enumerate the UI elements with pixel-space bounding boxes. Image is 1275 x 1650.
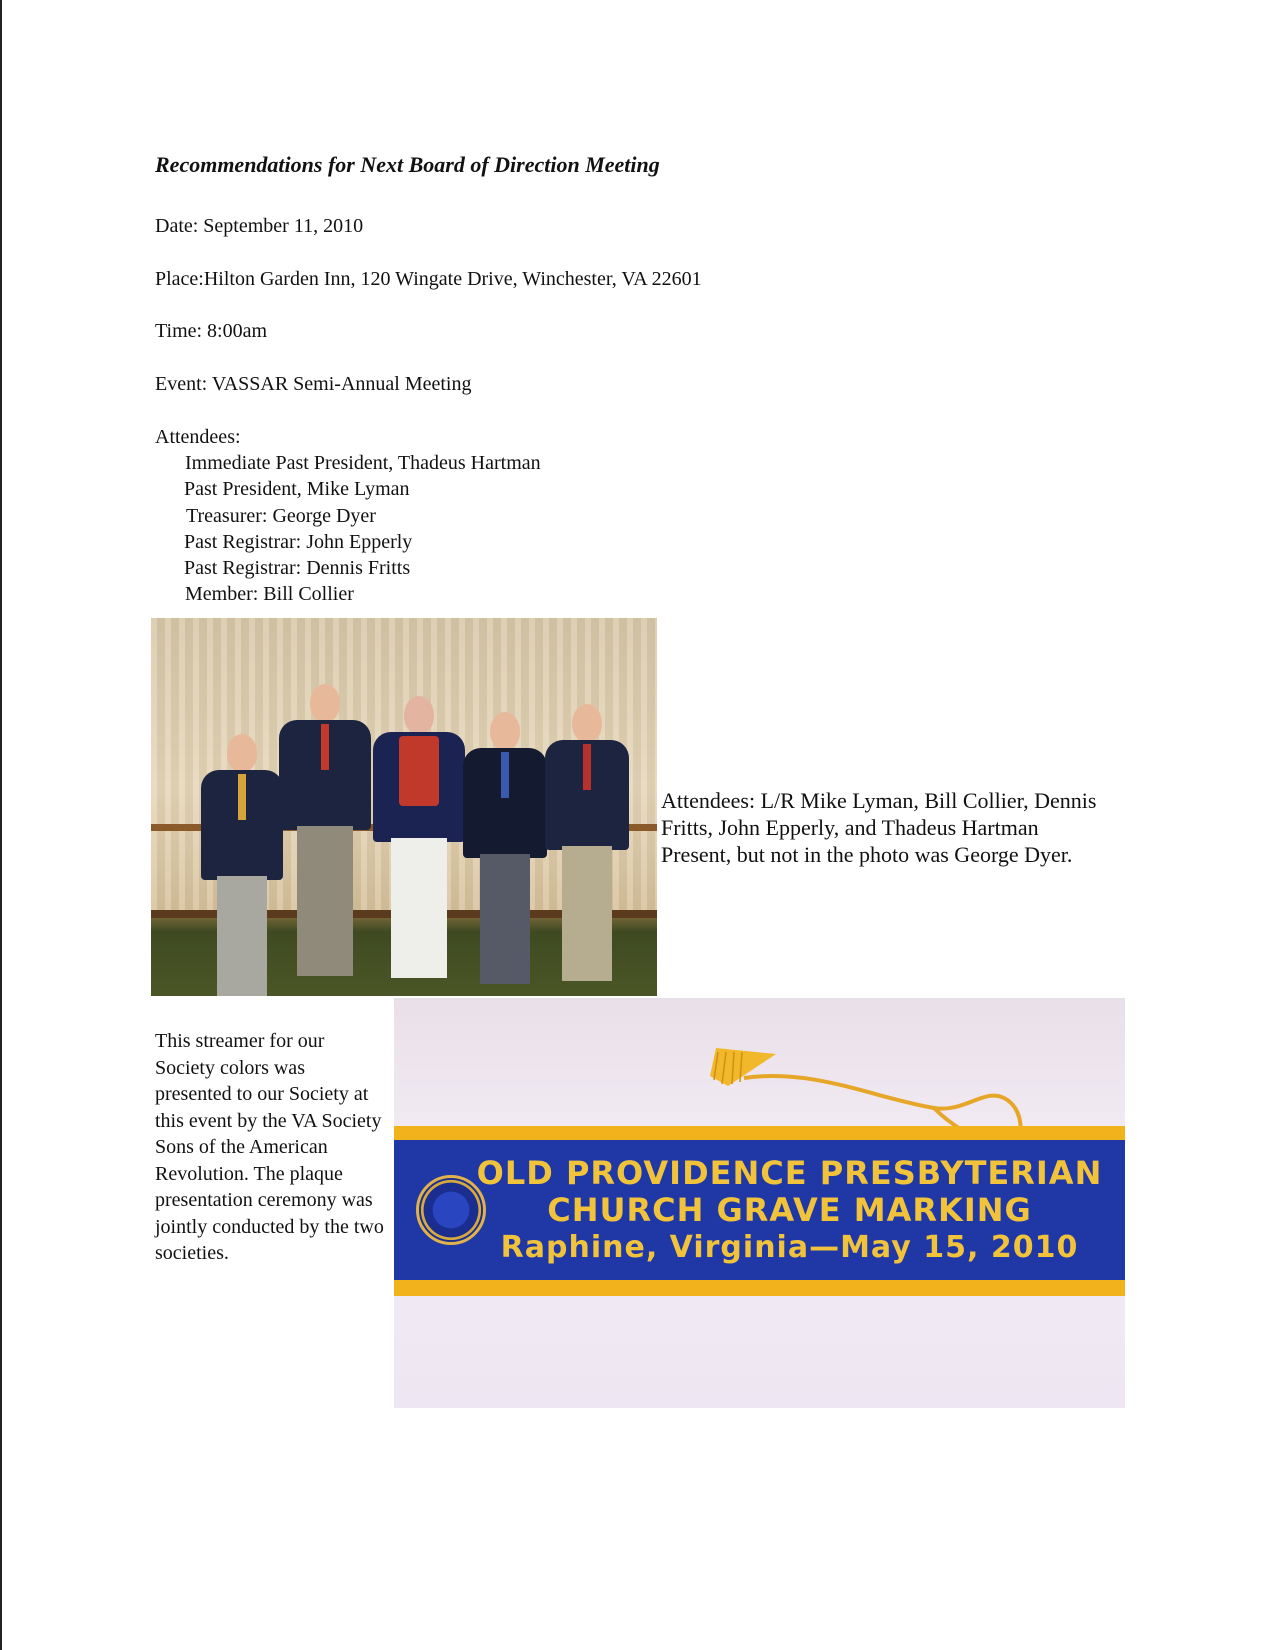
page-edge bbox=[0, 0, 2, 1650]
ribbon-line-3: Raphine, Virginia—May 15, 2010 bbox=[500, 1229, 1079, 1265]
group-photo bbox=[151, 618, 657, 996]
person-figure bbox=[463, 712, 547, 974]
ribbon-line-1: OLD PROVIDENCE PRESBYTERIAN bbox=[476, 1153, 1103, 1192]
person-figure bbox=[545, 704, 629, 974]
person-figure bbox=[279, 684, 371, 974]
attendee-item: Past President, Mike Lyman bbox=[184, 478, 410, 500]
person-figure bbox=[373, 696, 465, 974]
attendee-item: Immediate Past President, Thadeus Hartman bbox=[185, 452, 541, 474]
attendee-item: Treasurer: George Dyer bbox=[186, 505, 376, 527]
attendees-label: Attendees: bbox=[155, 426, 241, 448]
society-seal-icon bbox=[416, 1175, 486, 1245]
document-title: Recommendations for Next Board of Direction Meeting bbox=[155, 152, 660, 177]
attendee-item: Past Registrar: John Epperly bbox=[184, 531, 413, 553]
meeting-date: Date: September 11, 2010 bbox=[155, 215, 364, 237]
meeting-event: Event: VASSAR Semi-Annual Meeting bbox=[155, 373, 472, 395]
attendee-item: Past Registrar: Dennis Fritts bbox=[184, 557, 411, 579]
person-figure bbox=[201, 734, 283, 974]
streamer-ribbon bbox=[394, 1126, 1125, 1296]
ribbon-photo bbox=[394, 998, 1125, 1408]
streamer-caption: This streamer for our Society colors was presented to our Society at this event by the VA Society Sons of the American Revolution. The plaque presentation ceremony was jointly conducted by the two societies. bbox=[155, 1030, 384, 1264]
attendee-item: Member: Bill Collier bbox=[185, 583, 354, 605]
meeting-place: Place:Hilton Garden Inn, 120 Wingate Drive, Winchester, VA 22601 bbox=[155, 268, 702, 290]
meeting-time: Time: 8:00am bbox=[155, 320, 268, 342]
ribbon-line-2: CHURCH GRAVE MARKING bbox=[547, 1190, 1032, 1229]
photo-caption: Attendees: L/R Mike Lyman, Bill Collier, Dennis Fritts, John Epperly, and Thadeus Hartman Present, but not in the photo was George Dyer. bbox=[661, 788, 1097, 867]
tassel-icon bbox=[706, 1046, 780, 1088]
